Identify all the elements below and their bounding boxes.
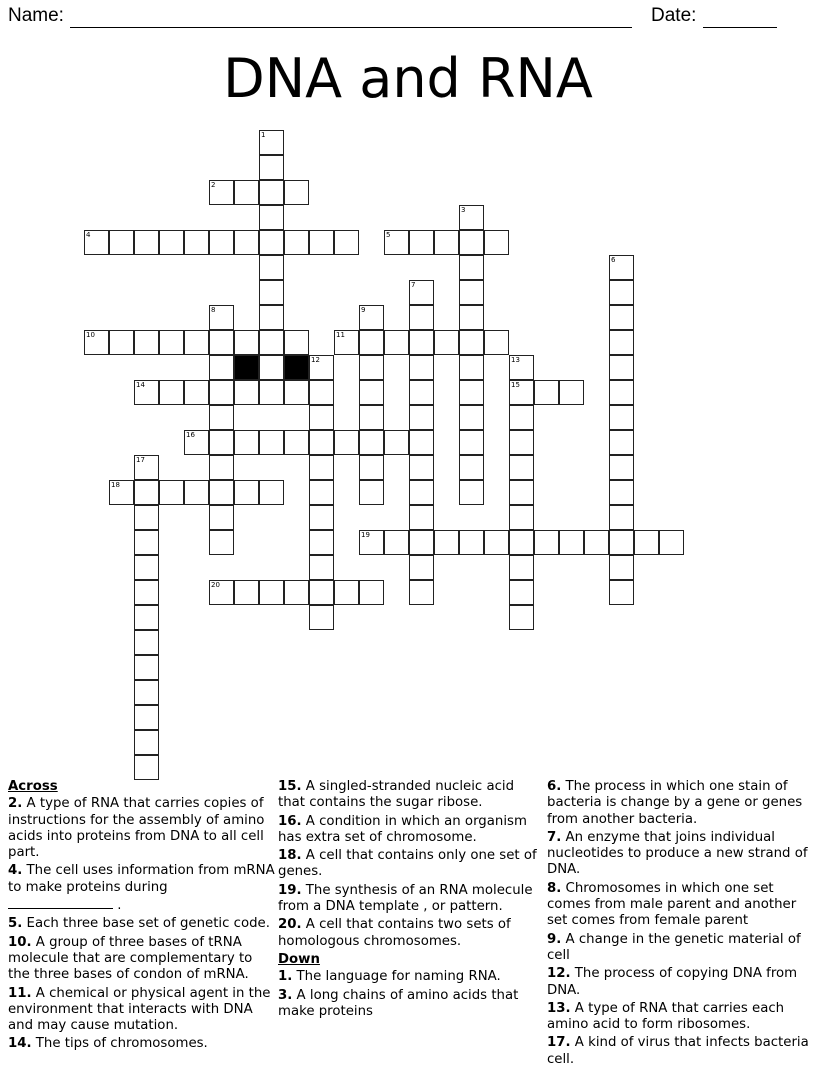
clue-number: 9 (361, 306, 366, 314)
grid-cell[interactable] (559, 530, 584, 555)
clue-across-11: 11. A chemical or physical agent in the environment that interacts with DNA and may cause mutation. (8, 985, 271, 1034)
grid-cell[interactable] (134, 330, 159, 355)
page-title: DNA and RNA (223, 47, 593, 110)
grid-cell[interactable] (609, 580, 634, 605)
grid-cell[interactable] (609, 330, 634, 355)
grid-cell[interactable] (359, 305, 384, 330)
grid-cell[interactable] (134, 230, 159, 255)
grid-cell[interactable] (434, 230, 459, 255)
clue-number: 6 (611, 256, 616, 264)
clue-number: 16 (186, 431, 195, 439)
black-cell (234, 355, 259, 380)
grid-cell[interactable] (134, 755, 159, 780)
grid-cell[interactable] (134, 580, 159, 605)
grid-cell[interactable] (234, 580, 259, 605)
grid-cell[interactable] (209, 530, 234, 555)
grid-cell[interactable] (459, 255, 484, 280)
grid-cell[interactable] (459, 355, 484, 380)
clue-number: 19 (361, 531, 370, 539)
grid-cell[interactable] (359, 455, 384, 480)
grid-cell[interactable] (134, 680, 159, 705)
grid-cell[interactable] (409, 505, 434, 530)
grid-cell[interactable] (209, 330, 234, 355)
clue-number: 7 (411, 281, 416, 289)
grid-cell[interactable] (259, 230, 284, 255)
black-cell (284, 355, 309, 380)
grid-cell[interactable] (509, 405, 534, 430)
grid-cell[interactable] (509, 355, 534, 380)
grid-cell[interactable] (334, 230, 359, 255)
grid-cell[interactable] (509, 505, 534, 530)
grid-cell[interactable] (234, 480, 259, 505)
clue-across-20: 20. A cell that contains two sets of homologous chromosomes. (278, 917, 511, 949)
grid-cell[interactable] (509, 430, 534, 455)
grid-cell[interactable] (534, 380, 559, 405)
grid-cell[interactable] (484, 230, 509, 255)
date-label: Date: (651, 5, 697, 26)
grid-cell[interactable] (509, 555, 534, 580)
grid-cell[interactable] (209, 480, 234, 505)
grid-cell[interactable] (209, 180, 234, 205)
grid-cell[interactable] (309, 555, 334, 580)
grid-cell[interactable] (259, 280, 284, 305)
grid-cell[interactable] (409, 355, 434, 380)
grid-cell[interactable] (309, 580, 334, 605)
clue-number: 18 (111, 481, 120, 489)
grid-cell[interactable] (509, 380, 534, 405)
grid-cell[interactable] (209, 580, 234, 605)
grid-cell[interactable] (609, 255, 634, 280)
grid-cell[interactable] (209, 230, 234, 255)
grid-cell[interactable] (134, 655, 159, 680)
clue-number: 3 (461, 206, 466, 214)
grid-cell[interactable] (84, 330, 109, 355)
clue-number: 12 (311, 356, 320, 364)
grid-cell[interactable] (609, 405, 634, 430)
clues-column-3 (547, 779, 813, 1070)
down-heading: Down (278, 951, 320, 967)
grid-cell[interactable] (359, 405, 384, 430)
grid-cell[interactable] (259, 205, 284, 230)
grid-cell[interactable] (284, 380, 309, 405)
grid-cell[interactable] (334, 330, 359, 355)
grid-cell[interactable] (134, 730, 159, 755)
grid-cell[interactable] (359, 480, 384, 505)
grid-cell[interactable] (359, 355, 384, 380)
grid-cell[interactable] (259, 480, 284, 505)
grid-cell[interactable] (184, 230, 209, 255)
grid-cell[interactable] (109, 330, 134, 355)
grid-cell[interactable] (259, 430, 284, 455)
grid-cell[interactable] (209, 305, 234, 330)
clue-number: 13 (511, 356, 520, 364)
grid-cell[interactable] (459, 305, 484, 330)
grid-cell[interactable] (309, 480, 334, 505)
grid-cell[interactable] (434, 330, 459, 355)
grid-cell[interactable] (184, 380, 209, 405)
clue-down-6: 6. The process in which one stain of bacteria is change by a gene or genes from another bacteria. (547, 779, 803, 827)
grid-cell[interactable] (259, 580, 284, 605)
grid-cell[interactable] (409, 430, 434, 455)
grid-cell[interactable] (159, 230, 184, 255)
grid-cell[interactable] (509, 580, 534, 605)
clue-number: 20 (211, 581, 220, 589)
grid-cell[interactable] (134, 555, 159, 580)
grid-cell[interactable] (184, 480, 209, 505)
grid-cell[interactable] (459, 455, 484, 480)
grid-cell[interactable] (234, 180, 259, 205)
grid-cell[interactable] (284, 230, 309, 255)
grid-cell[interactable] (209, 380, 234, 405)
grid-cell[interactable] (234, 330, 259, 355)
grid-cell[interactable] (309, 380, 334, 405)
grid-cell[interactable] (459, 530, 484, 555)
grid-cell[interactable] (259, 180, 284, 205)
clue-number: 11 (336, 331, 345, 339)
grid-cell[interactable] (384, 530, 409, 555)
grid-cell[interactable] (134, 455, 159, 480)
grid-cell[interactable] (109, 480, 134, 505)
grid-cell[interactable] (459, 405, 484, 430)
grid-cell[interactable] (159, 380, 184, 405)
grid-cell[interactable] (134, 380, 159, 405)
clue-down-8: 8. Chromosomes in which one set comes from male parent and another set comes from female parent (547, 880, 797, 929)
grid-cell[interactable] (459, 480, 484, 505)
grid-cell[interactable] (609, 480, 634, 505)
grid-cell[interactable] (584, 530, 609, 555)
grid-cell[interactable] (509, 605, 534, 630)
grid-cell[interactable] (234, 430, 259, 455)
grid-cell[interactable] (409, 305, 434, 330)
grid-cell[interactable] (134, 630, 159, 655)
clue-number: 5 (386, 231, 391, 239)
grid-cell[interactable] (259, 255, 284, 280)
grid-cell[interactable] (184, 430, 209, 455)
grid-cell[interactable] (609, 505, 634, 530)
grid-cell[interactable] (384, 330, 409, 355)
grid-cell[interactable] (184, 330, 209, 355)
clue-down-9: 9. A change in the genetic material of cell (547, 931, 801, 963)
grid-cell[interactable] (334, 430, 359, 455)
grid-cell[interactable] (359, 430, 384, 455)
grid-cell[interactable] (409, 555, 434, 580)
clue-across-18: 18. A cell that contains only one set of genes. (278, 848, 537, 880)
grid-cell[interactable] (409, 455, 434, 480)
grid-cell[interactable] (134, 605, 159, 630)
grid-cell[interactable] (284, 430, 309, 455)
grid-cell[interactable] (409, 480, 434, 505)
grid-cell[interactable] (259, 155, 284, 180)
clues-column-2 (278, 779, 544, 1022)
grid-cell[interactable] (134, 505, 159, 530)
clue-across-4: 4. The cell uses information from mRNA to make proteins during . (8, 863, 275, 914)
grid-cell[interactable] (459, 330, 484, 355)
grid-cell[interactable] (409, 530, 434, 555)
grid-cell[interactable] (284, 580, 309, 605)
grid-cell[interactable] (459, 380, 484, 405)
grid-cell[interactable] (359, 380, 384, 405)
grid-cell[interactable] (334, 580, 359, 605)
clue-across-2: 2. A type of RNA that carries copies of instructions for the assembly of amino acids into proteins from DNA to all cell part. (8, 796, 265, 861)
grid-cell[interactable] (309, 530, 334, 555)
clue-down-13: 13. A type of RNA that carries each amino acid to form ribosomes. (547, 1000, 785, 1033)
grid-cell[interactable] (359, 530, 384, 555)
grid-cell[interactable] (234, 230, 259, 255)
clue-across-15: 15. A singled-stranded nucleic acid that contains the sugar ribose. (278, 779, 515, 811)
grid-cell[interactable] (284, 330, 309, 355)
grid-cell[interactable] (159, 330, 184, 355)
grid-cell[interactable] (309, 230, 334, 255)
clue-down-12: 12. The process of copying DNA from DNA. (547, 966, 798, 998)
grid-cell[interactable] (484, 530, 509, 555)
clue-down-1: 1. The language for naming RNA. (278, 969, 501, 985)
grid-cell[interactable] (209, 505, 234, 530)
clue-number: 14 (136, 381, 145, 389)
grid-cell[interactable] (609, 530, 634, 555)
grid-cell[interactable] (309, 605, 334, 630)
grid-cell[interactable] (234, 380, 259, 405)
grid-cell[interactable] (559, 380, 584, 405)
grid-cell[interactable] (309, 355, 334, 380)
grid-cell[interactable] (259, 355, 284, 380)
grid-cell[interactable] (259, 305, 284, 330)
grid-cell[interactable] (209, 355, 234, 380)
grid-cell[interactable] (209, 405, 234, 430)
grid-cell[interactable] (409, 230, 434, 255)
answer-blank (8, 896, 113, 909)
grid-cell[interactable] (409, 405, 434, 430)
clue-number: 10 (86, 331, 95, 339)
grid-cell[interactable] (609, 280, 634, 305)
clue-across-10: 10. A group of three bases of tRNA molecule that are complementary to the three bases of condon of mRNA. (8, 934, 253, 983)
grid-cell[interactable] (384, 430, 409, 455)
grid-cell[interactable] (634, 530, 659, 555)
grid-cell[interactable] (259, 380, 284, 405)
grid-cell[interactable] (134, 705, 159, 730)
grid-cell[interactable] (459, 430, 484, 455)
grid-cell[interactable] (359, 330, 384, 355)
grid-cell[interactable] (134, 530, 159, 555)
grid-cell[interactable] (659, 530, 684, 555)
clue-across-14: 14. The tips of chromosomes. (8, 1036, 208, 1052)
grid-cell[interactable] (509, 530, 534, 555)
grid-cell[interactable] (159, 480, 184, 505)
clue-down-3: 3. A long chains of amino acids that make proteins (278, 987, 519, 1019)
grid-cell[interactable] (609, 380, 634, 405)
across-heading: Across (8, 779, 58, 794)
clue-number: 1 (261, 131, 266, 139)
grid-cell[interactable] (109, 230, 134, 255)
grid-cell[interactable] (509, 480, 534, 505)
grid-cell[interactable] (609, 355, 634, 380)
clue-number: 4 (86, 231, 91, 239)
grid-cell[interactable] (609, 555, 634, 580)
clue-down-17: 17. A kind of virus that infects bacteria cell. (547, 1035, 809, 1067)
clue-across-19: 19. The synthesis of an RNA molecule from a DNA template , or pattern. (278, 882, 533, 915)
grid-cell[interactable] (284, 180, 309, 205)
grid-cell[interactable] (459, 280, 484, 305)
grid-cell[interactable] (259, 330, 284, 355)
clue-number: 2 (211, 181, 216, 189)
grid-cell[interactable] (534, 530, 559, 555)
grid-cell[interactable] (384, 230, 409, 255)
grid-cell[interactable] (459, 205, 484, 230)
clues-column-1 (8, 779, 276, 1055)
clue-number: 17 (136, 456, 145, 464)
grid-cell[interactable] (609, 455, 634, 480)
grid-cell[interactable] (609, 305, 634, 330)
grid-cell[interactable] (609, 430, 634, 455)
name-label: Name: (8, 5, 64, 26)
clue-across-5: 5. Each three base set of genetic code. (8, 916, 270, 932)
grid-cell[interactable] (259, 130, 284, 155)
grid-cell[interactable] (309, 430, 334, 455)
grid-cell[interactable] (409, 380, 434, 405)
grid-cell[interactable] (484, 330, 509, 355)
grid-cell[interactable] (409, 330, 434, 355)
grid-cell[interactable] (434, 530, 459, 555)
clue-down-7: 7. An enzyme that joins individual nucleotides to produce a new strand of DNA. (547, 829, 808, 878)
grid-cell[interactable] (209, 455, 234, 480)
grid-cell[interactable] (134, 480, 159, 505)
clue-number: 15 (511, 381, 520, 389)
grid-cell[interactable] (459, 230, 484, 255)
grid-cell[interactable] (84, 230, 109, 255)
grid-cell[interactable] (359, 580, 384, 605)
grid-cell[interactable] (409, 580, 434, 605)
grid-cell[interactable] (309, 505, 334, 530)
grid-cell[interactable] (309, 455, 334, 480)
clue-number: 8 (211, 306, 216, 314)
grid-cell[interactable] (409, 280, 434, 305)
grid-cell[interactable] (309, 405, 334, 430)
grid-cell[interactable] (509, 455, 534, 480)
grid-cell[interactable] (209, 430, 234, 455)
clue-across-16: 16. A condition in which an organism has extra set of chromosome. (278, 813, 527, 845)
